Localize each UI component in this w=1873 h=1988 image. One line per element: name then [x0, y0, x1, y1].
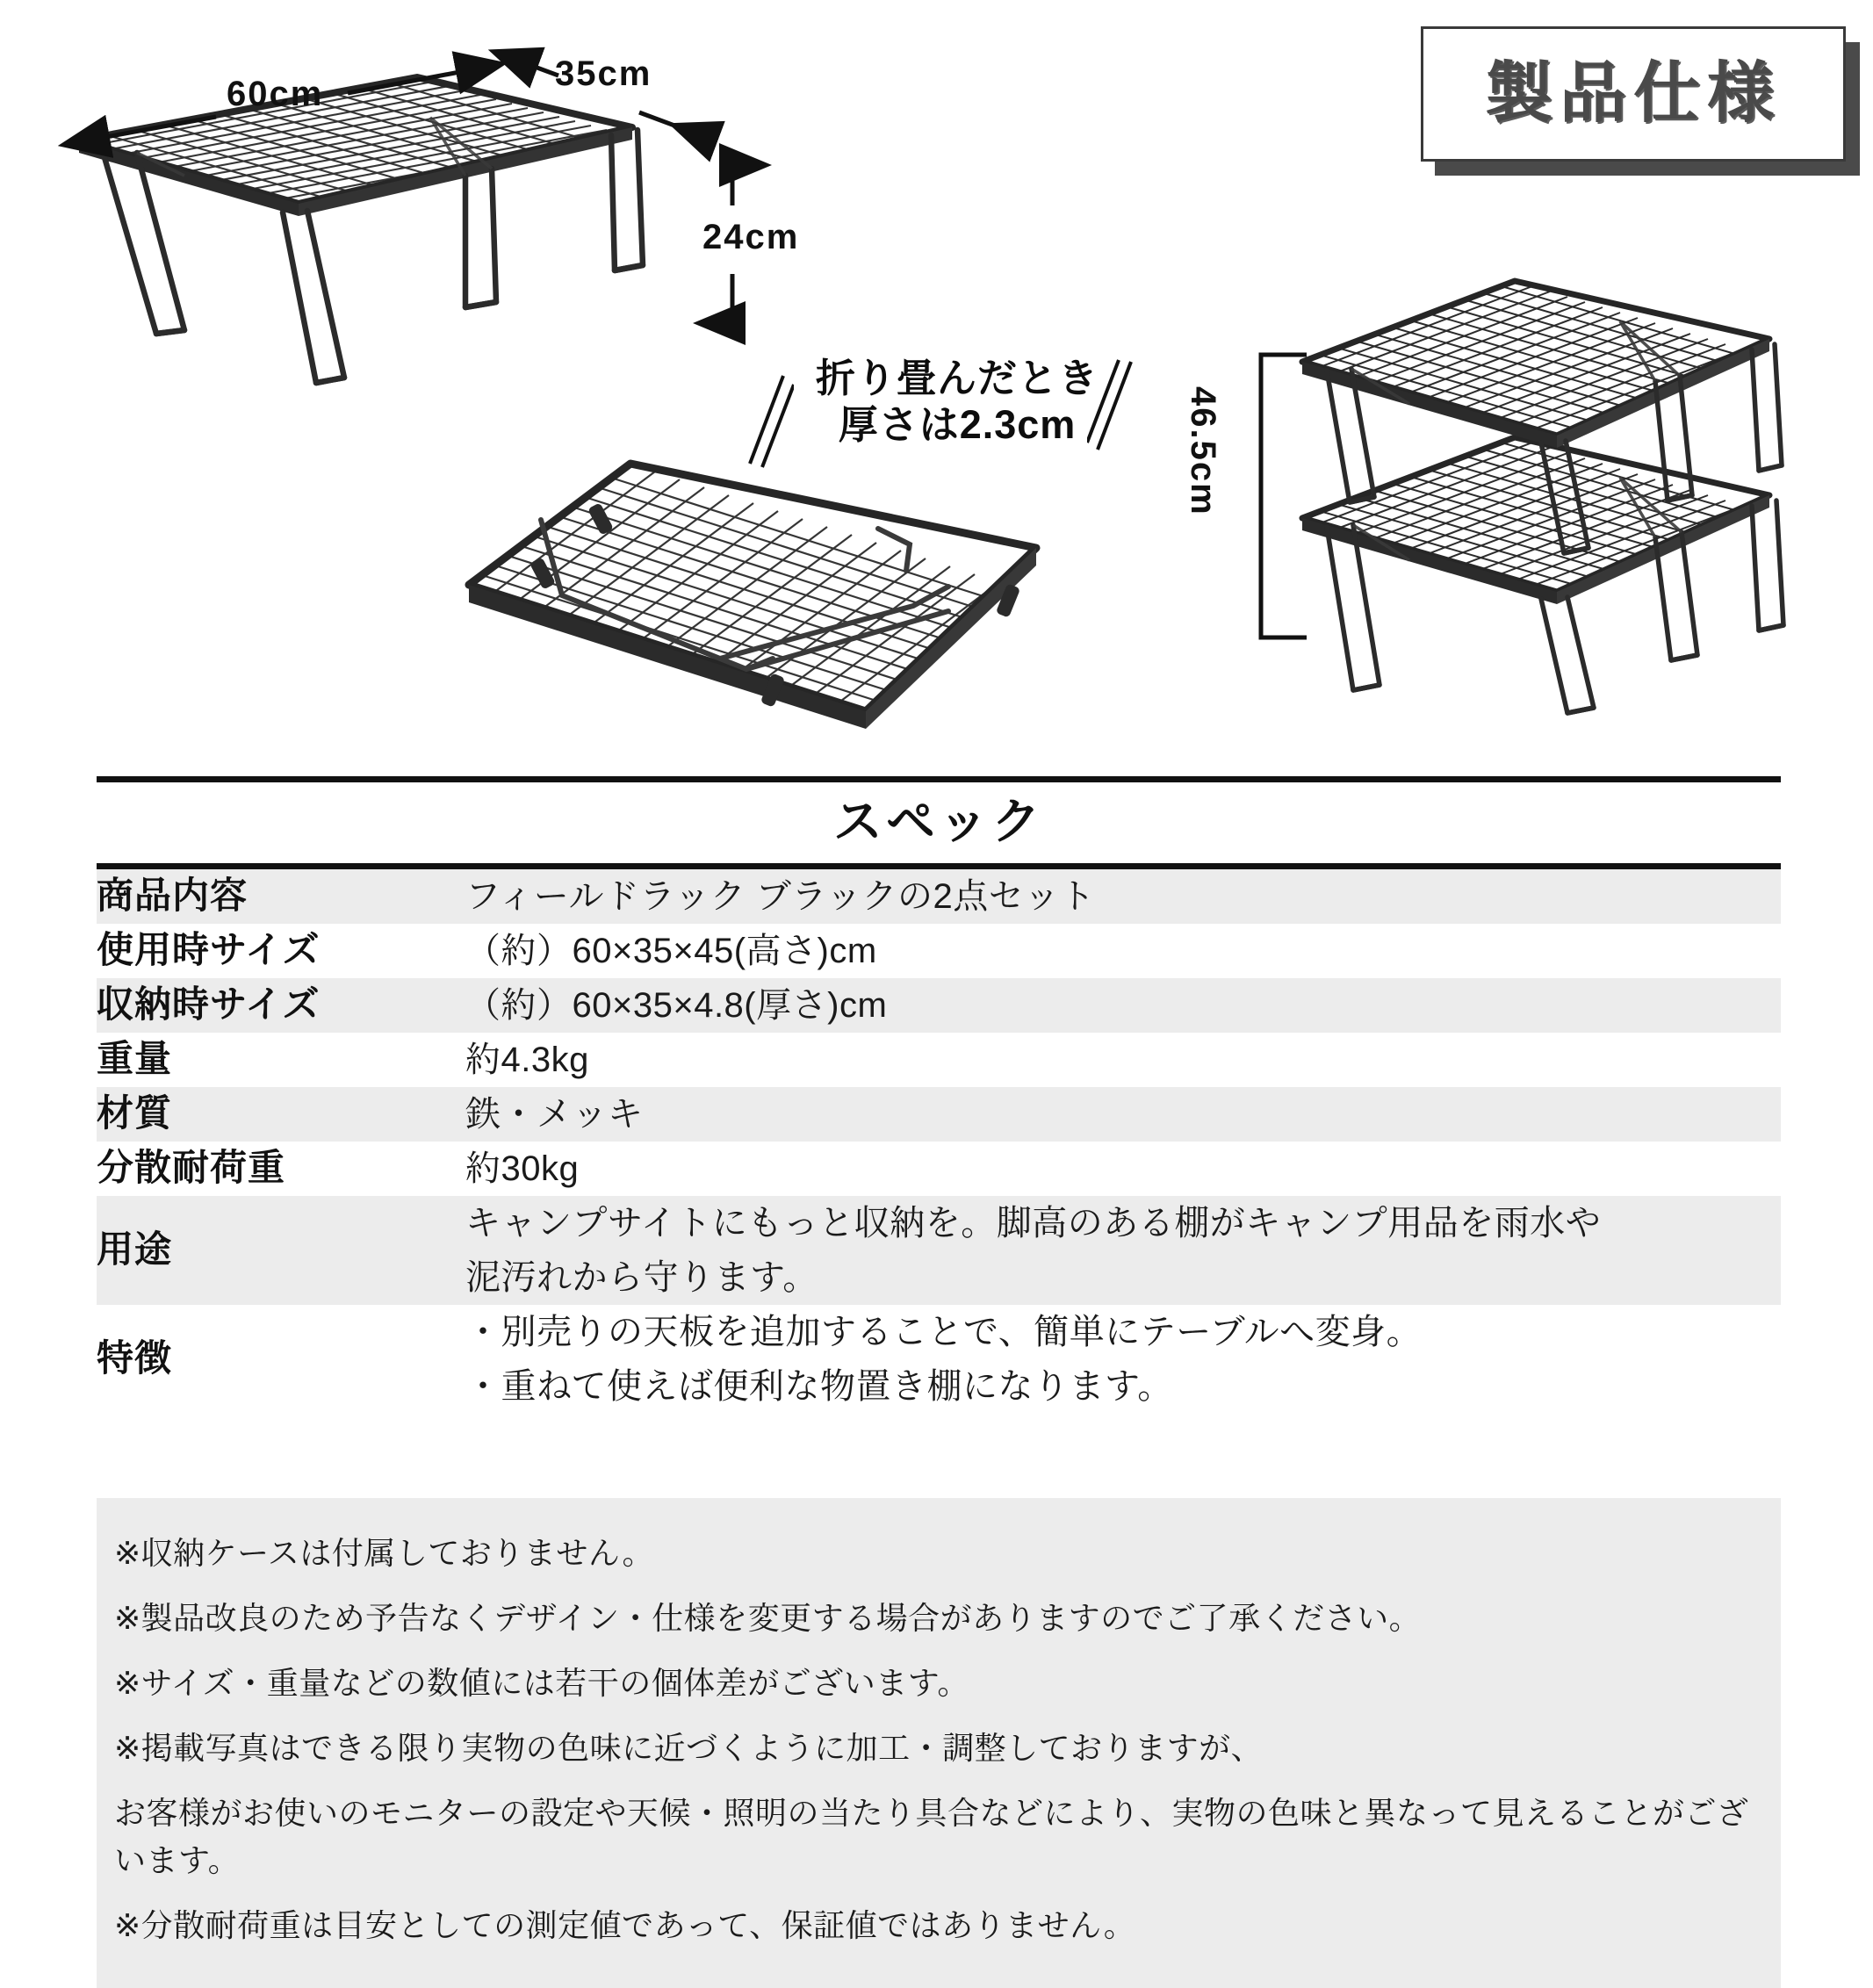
- footnote: ※掲載写真はできる限り実物の色味に近づくように加工・調整しておりますが、: [114, 1730, 1264, 1766]
- spec-key: 特徴: [97, 1337, 173, 1379]
- spec-key: 使用時サイズ: [97, 929, 321, 971]
- table-row: [97, 1033, 1781, 1087]
- folded-caption-line1: 折り畳んだとき: [815, 356, 1099, 400]
- spec-key: 重量: [97, 1038, 173, 1080]
- footnote: ※サイズ・重量などの数値には若干の個体差がございます。: [114, 1665, 969, 1701]
- spec-value: [465, 1142, 1781, 1196]
- spec-key: 分散耐荷重: [97, 1147, 286, 1189]
- spec-header-rule: [97, 863, 1781, 869]
- spec-value: [465, 869, 1781, 924]
- spec-value-line: 約4.3kg: [465, 1040, 589, 1079]
- spec-key: 用途: [97, 1228, 173, 1271]
- table-row: [97, 1087, 1781, 1142]
- badge-title-text: 製品仕様: [1486, 56, 1781, 131]
- spec-value-line: （約）60×35×4.8(厚さ)cm: [465, 985, 888, 1025]
- table-row: [97, 869, 1781, 924]
- spec-value: [465, 1305, 1781, 1414]
- table-row: [97, 1196, 1781, 1305]
- spec-value: [465, 978, 1781, 1033]
- spec-value-line: ・別売りの天板を追加することで、簡単にテーブルへ変身。: [465, 1312, 1423, 1351]
- table-row: [97, 978, 1781, 1033]
- spec-value-line: （約）60×35×45(高さ)cm: [465, 931, 877, 970]
- footnote: お客様がお使いのモニターの設定や天候・照明の当たり具合などにより、実物の色味と異なって見えることがございます。: [114, 1795, 1749, 1878]
- spec-top-rule: [97, 776, 1781, 782]
- footnote: ※分散耐荷重は目安としての測定値であって、保証値ではありません。: [114, 1907, 1136, 1943]
- spec-key: 材質: [97, 1092, 173, 1134]
- footnote: ※収納ケースは付属しておりません。: [114, 1535, 655, 1571]
- stacked-rack-illustration: [1278, 263, 1840, 720]
- spec-key: 商品内容: [97, 875, 249, 917]
- spec-value-line: キャンプサイトにもっと収納を。脚高のある棚がキャンプ用品を雨水や: [465, 1203, 1602, 1242]
- spec-title-badge: [1421, 26, 1860, 176]
- spec-value-line: ・重ねて使えば便利な物置き棚になります。: [465, 1366, 1173, 1406]
- table-row: [97, 1142, 1781, 1196]
- spec-table-body: [97, 869, 1781, 1414]
- footnotes-block: [97, 1498, 1781, 1988]
- stacked-height-dimension-label: 46.5cm: [1184, 386, 1222, 516]
- depth-dimension-label: 35cm: [555, 54, 652, 93]
- spec-value-line: 約30kg: [465, 1149, 580, 1188]
- table-row: [97, 924, 1781, 978]
- spec-value: [465, 1033, 1781, 1087]
- spec-value-line: 鉄・メッキ: [465, 1094, 644, 1134]
- folded-rack-illustration: [457, 439, 1124, 738]
- height-dimension-label: 24cm: [702, 218, 800, 256]
- spec-table: [97, 869, 1781, 1414]
- spec-value: [465, 924, 1781, 978]
- table-row: [97, 1305, 1781, 1414]
- folded-caption-line2: 厚さは2.3cm: [838, 402, 1077, 448]
- folded-state-caption: [773, 355, 1142, 448]
- spec-value-line: フィールドラック ブラックの2点セット: [465, 876, 1096, 916]
- spec-table-title: スペック: [833, 794, 1044, 849]
- spec-value: [465, 1087, 1781, 1142]
- spec-value-line: 泥汚れから守ります。: [465, 1257, 818, 1297]
- badge-frame: [1421, 26, 1846, 162]
- width-dimension-label: 60cm: [227, 75, 324, 113]
- spec-value: [465, 1196, 1781, 1305]
- spec-table-block: [97, 776, 1781, 1414]
- spec-key: 収納時サイズ: [97, 983, 321, 1026]
- footnote: ※製品改良のため予告なくデザイン・仕様を変更する場合がありますのでご了承ください。: [114, 1600, 1422, 1636]
